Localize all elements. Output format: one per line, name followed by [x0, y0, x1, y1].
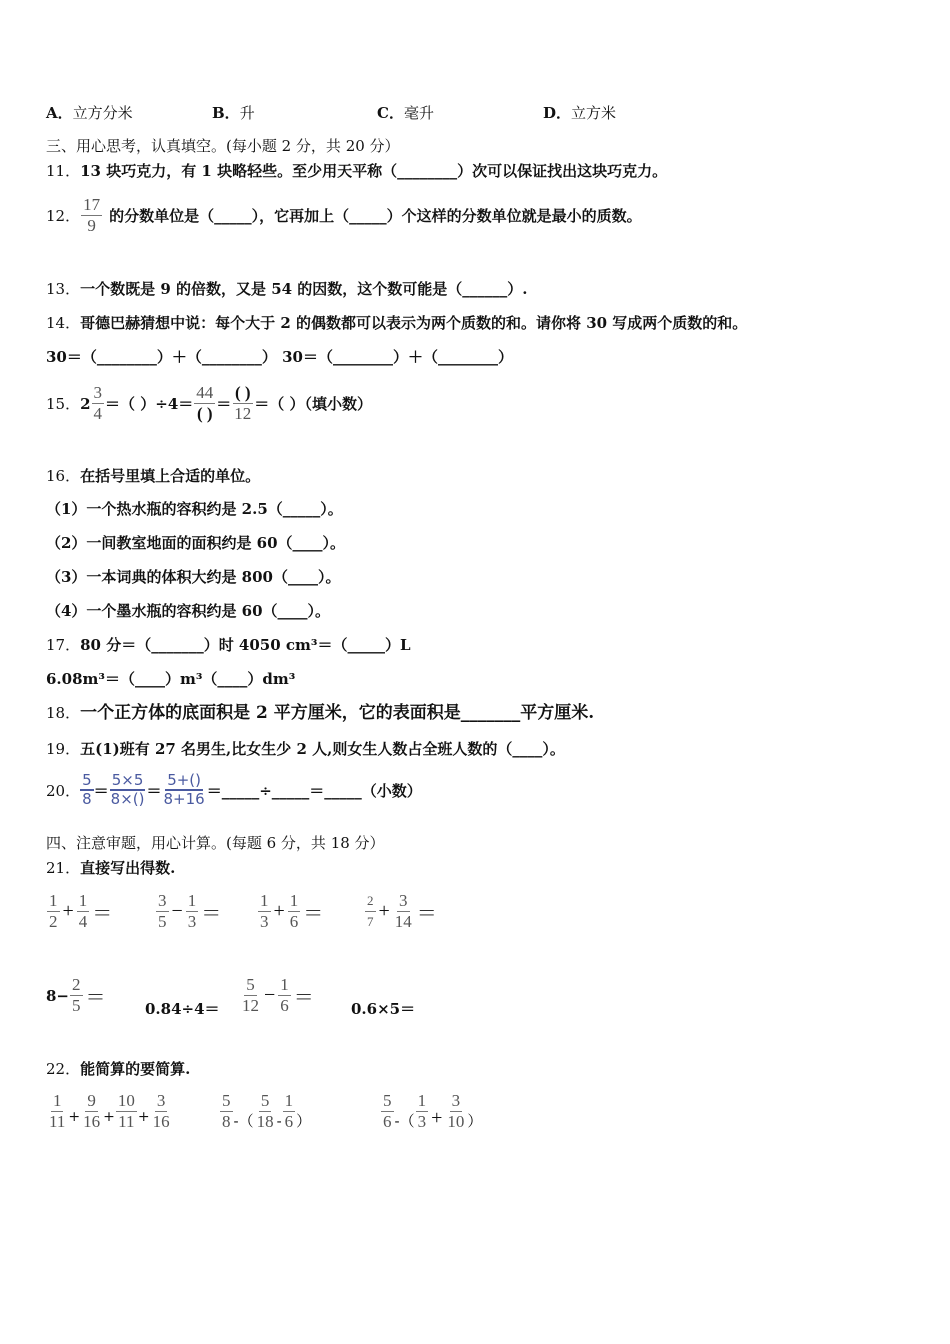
- expr-22-3: $\frac{5}{6}$ -（ $\frac{1}{3}$ + $\frac{3}{10}$ ）: [383, 1091, 483, 1131]
- fraction-44-blank: $\frac{44}{( )}$: [196, 383, 214, 423]
- question-15: 15． 2 $\frac{3}{4}$ ＝（ ）÷4＝ $\frac{44}{( )}$ ＝ $\frac{( )}{12}$ ＝（ ）（填小数）: [46, 383, 373, 423]
- question-14-answer-line: 30＝（________）＋（________） 30＝（________）＋（________）: [46, 348, 513, 366]
- expr-21-6: 0.84÷4＝: [145, 1000, 220, 1018]
- question-20: 20． 5 8 ＝ 5×5 8×() ＝ 5+() 8+16 ＝_____÷_____＝_____（小数）: [46, 771, 422, 808]
- option-a: A．立方分米: [46, 104, 133, 122]
- question-18: 18．一个正方体的底面积是 2 平方厘米，它的表面积是_______平方厘米.: [46, 703, 595, 723]
- expr-22-1: $\frac{1}{11}$ + $\frac{9}{16}$ + $\frac{10}{11}$ + $\frac{3}{16}$: [49, 1091, 170, 1131]
- question-13: 13．一个数既是 9 的倍数，又是 54 的因数，这个数可能是（______）.: [46, 280, 528, 298]
- question-16-item-2: （2）一间教室地面的面积约是 60（____）。: [46, 534, 346, 552]
- fraction-17-9: $\frac{17}{9}$: [83, 195, 101, 235]
- expr-21-1: $\frac{1}{2}$ + $\frac{1}{4}$ ＝: [49, 891, 113, 931]
- fraction-5plus-8plus16: 5+() 8+16: [163, 771, 205, 808]
- expr-21-4: $\frac{2}{7}$ + $\frac{3}{14}$ ＝: [367, 891, 437, 931]
- fraction-5x5-8xblank: 5×5 8×(): [110, 771, 145, 808]
- fraction-blank-12: $\frac{( )}{12}$: [234, 383, 252, 423]
- question-16-item-3: （3）一本词典的体积大约是 800（____）。: [46, 568, 341, 586]
- option-c: C．毫升: [377, 104, 434, 122]
- section-4-title: 四、注意审题，用心计算。(每题 6 分，共 18 分）: [46, 834, 385, 852]
- question-17: 17．80 分＝（_______）时 4050 cm³＝（_____）L: [46, 636, 411, 654]
- question-16-item-4: （4）一个墨水瓶的容积约是 60（____）。: [46, 602, 331, 620]
- question-14: 14．哥德巴赫猜想中说：每个大于 2 的偶数都可以表示为两个质数的和。请你将 30 写成两个质数的和。: [46, 314, 748, 332]
- fraction-3-4: $\frac{3}{4}$: [93, 383, 103, 423]
- expr-21-7: $\frac{5}{12}$ − $\frac{1}{6}$ ＝: [242, 975, 314, 1015]
- expr-21-2: $\frac{3}{5}$ − $\frac{1}{3}$ ＝: [158, 891, 222, 931]
- question-16-item-1: （1）一个热水瓶的容积约是 2.5（_____）。: [46, 500, 343, 518]
- question-16: 16．在括号里填上合适的单位。: [46, 467, 261, 485]
- question-17-line-2: 6.08m³＝（____）m³（____）dm³: [46, 670, 296, 688]
- expr-21-5: 8− $\frac{2}{5}$ ＝: [46, 975, 106, 1015]
- question-19: 19．五(1)班有 27 名男生,比女生少 2 人,则女生人数占全班人数的（____）。: [46, 740, 565, 758]
- option-b: B．升: [212, 104, 255, 122]
- question-11: 11．13 块巧克力，有 1 块略轻些。至少用天平称（________）次可以保证找出这块巧克力。: [46, 162, 668, 180]
- question-12: 12． $\frac{17}{9}$ 的分数单位是（_____），它再加上（_____）个这样的分数单位就是最小的质数。: [46, 195, 642, 235]
- section-3-title: 三、用心思考，认真填空。(每小题 2 分，共 20 分）: [46, 137, 400, 155]
- question-21: 21．直接写出得数.: [46, 859, 176, 877]
- expr-21-3: $\frac{1}{3}$ + $\frac{1}{6}$ ＝: [260, 891, 324, 931]
- option-d: D．立方米: [543, 104, 617, 122]
- question-22: 22．能简算的要简算.: [46, 1060, 191, 1078]
- expr-21-8: 0.6×5＝: [351, 1000, 416, 1018]
- fraction-5-8: 5 8: [82, 771, 92, 808]
- expr-22-2: $\frac{5}{8}$ -（ $\frac{5}{18}$ - $\frac{1}{6}$ ）: [222, 1091, 312, 1131]
